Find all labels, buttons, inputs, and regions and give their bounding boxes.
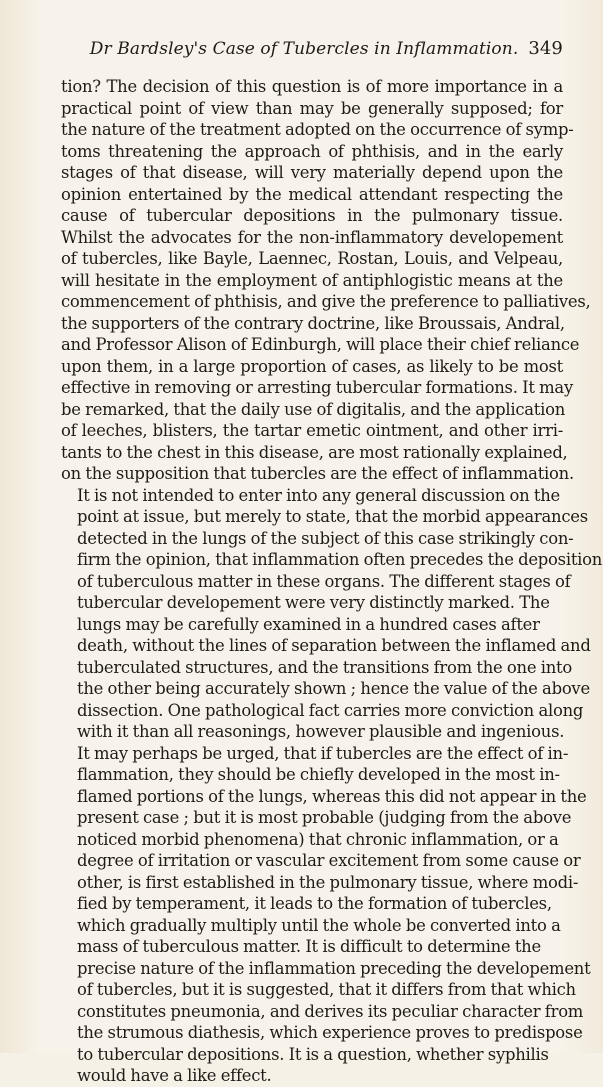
text-line: firm the opinion, that inflammation often precedes the deposition <box>77 550 603 569</box>
text-line: practical point of view than may be generally supposed; for <box>61 98 563 118</box>
text-line: dissection. One pathological fact carries more conviction along <box>77 700 584 720</box>
paragraph <box>61 485 603 1087</box>
text-line: death, without the lines of separation between the inflamed and <box>77 636 591 655</box>
text-line: of tuberculous matter in these organs. The different stages of <box>77 571 571 591</box>
text-line: and Professor Alison of Edinburgh, will place their chief reliance <box>61 335 580 354</box>
text-line: fied by temperament, it leads to the formation of tubercles, <box>77 894 552 913</box>
text-line: opinion entertained by the medical attendant respecting the <box>61 184 563 204</box>
text-line: noticed morbid phenomena) that chronic inflammation, or a <box>77 829 559 849</box>
text-line: detected in the lungs of the subject of this case strikingly con- <box>77 528 574 548</box>
text-line: of tubercles, but it is suggested, that it differs from that which <box>77 980 576 999</box>
text-line: present case ; but it is most probable (judging from the above <box>77 808 572 827</box>
text-line: point at issue, but merely to state, that the morbid appearances <box>77 507 588 526</box>
text-line: be remarked, that the daily use of digitalis, and the application <box>61 399 566 419</box>
text-line: mass of tuberculous matter. It is difficult to determine the <box>77 937 541 956</box>
text-line: toms threatening the approach of phthisis, and in the early <box>61 141 563 161</box>
text-line: flamed portions of the lungs, whereas this did not appear in the <box>77 786 587 806</box>
text-line: the supporters of the contrary doctrine, like Broussais, Andral, <box>61 313 565 333</box>
text-line: degree of irritation or vascular excitement from some cause or <box>77 851 581 870</box>
text-line: will hesitate in the employment of antiphlogistic means at the <box>61 270 563 290</box>
text-line: constitutes pneumonia, and derives its peculiar character from <box>77 1001 584 1021</box>
text-line: flammation, they should be chiefly developed in the most in- <box>77 765 560 784</box>
text-line: tion? The decision of this question is of more importance in a <box>61 77 563 96</box>
text-line: the other being accurately shown ; hence the value of the above <box>77 679 590 698</box>
text-line: to tubercular depositions. It is a question, whether syphilis <box>77 1044 549 1064</box>
text-line: tuberculated structures, and the transitions from the one into <box>77 657 573 677</box>
body-text <box>61 76 603 1087</box>
text-line: on the supposition that tubercles are the effect of inflammation. <box>61 464 574 483</box>
running-head-title: Dr Bardsley's Case of Tubercles in Inflammation. <box>89 39 519 59</box>
text-line: tubercular developement were very distinctly marked. The <box>77 593 550 612</box>
page-number: 349 <box>528 38 563 59</box>
text-line: Whilst the advocates for the non-inflammatory developement <box>61 227 563 247</box>
text-line: other, is first established in the pulmonary tissue, where modi- <box>77 872 579 892</box>
running-head <box>61 38 563 70</box>
text-line: of tubercles, like Bayle, Laennec, Rostan, Louis, and Velpeau, <box>61 249 563 268</box>
text-line: of leeches, blisters, the tartar emetic ointment, and other irri- <box>61 421 563 440</box>
text-line: the strumous diathesis, which experience proves to predispose <box>77 1023 583 1042</box>
text-line: lungs may be carefully examined in a hundred cases after <box>77 614 540 634</box>
text-line: with it than all reasonings, however plausible and ingenious. <box>77 722 565 741</box>
text-line: precise nature of the inflammation preceding the developement <box>77 958 591 978</box>
text-line: tants to the chest in this disease, are most rationally explained, <box>61 442 568 462</box>
text-line: It is not intended to enter into any general discussion on the <box>77 485 560 505</box>
text-line: the nature of the treatment adopted on the occurrence of symp- <box>61 120 574 139</box>
paragraph <box>61 76 591 485</box>
text-line: would have a like effect. <box>77 1066 272 1085</box>
text-line: commencement of phthisis, and give the preference to palliatives, <box>61 292 591 311</box>
text-line: upon them, in a large proportion of cases, as likely to be most <box>61 356 563 376</box>
text-line: It may perhaps be urged, that if tubercles are the effect of in- <box>77 743 569 763</box>
text-line: which gradually multiply until the whole be converted into a <box>77 915 561 935</box>
text-line: stages of that disease, will very materially depend upon the <box>61 163 563 182</box>
text-line: effective in removing or arresting tubercular formations. It may <box>61 378 573 397</box>
text-line: cause of tubercular depositions in the pulmonary tissue. <box>61 206 563 225</box>
